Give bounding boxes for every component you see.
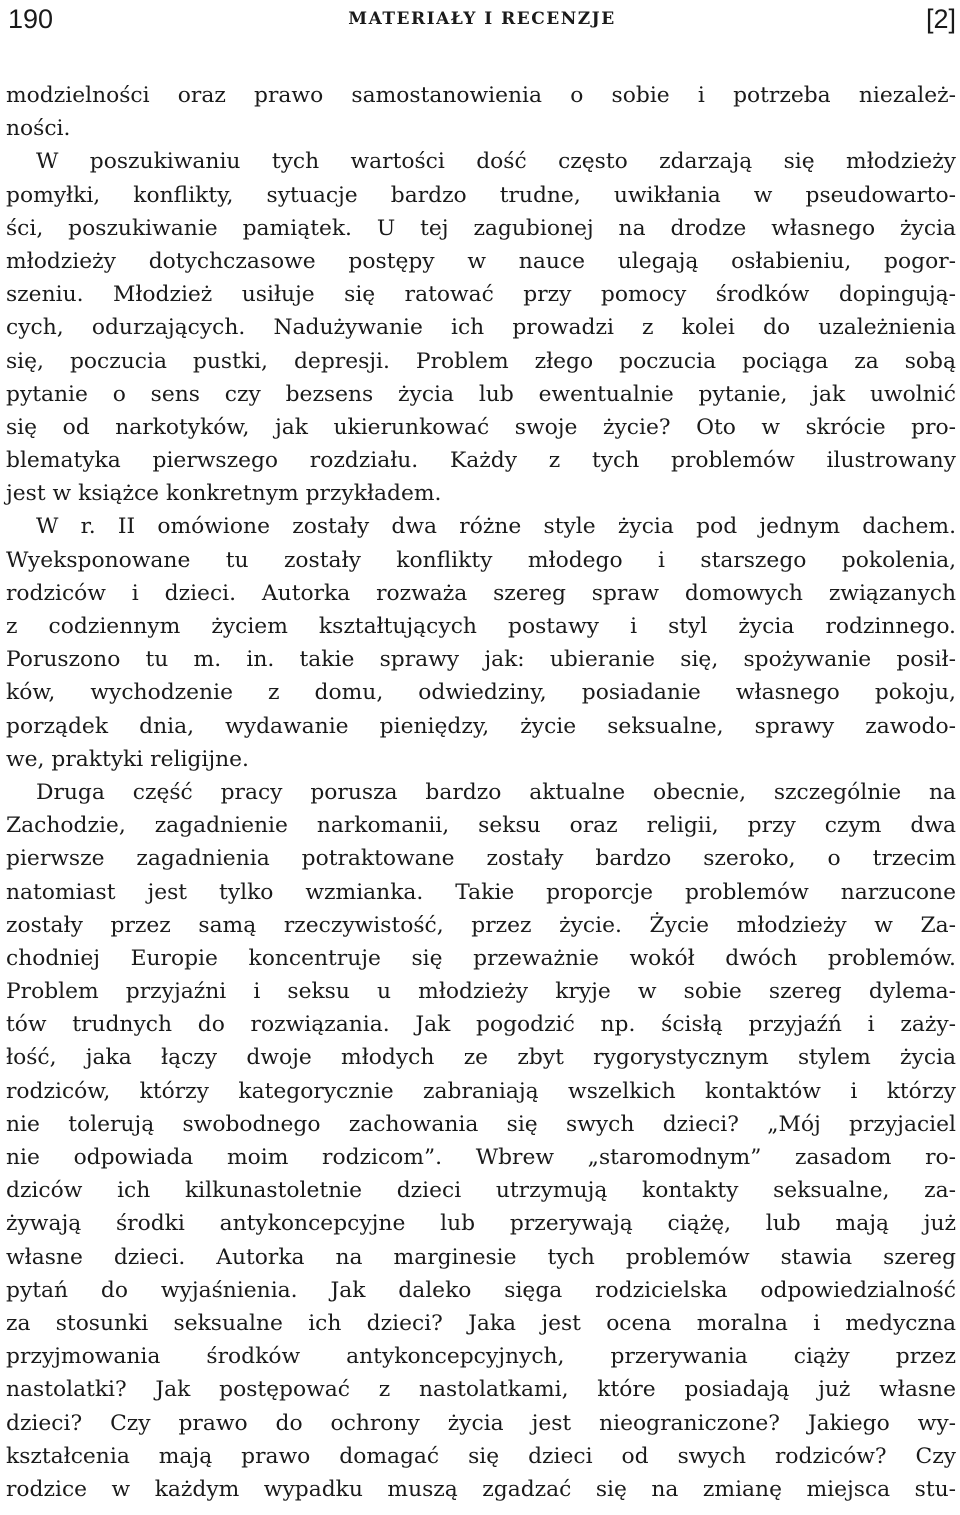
- text-line: pytań do wyjaśnienia. Jak daleko sięga rodzicielska odpowiedzialność: [6, 1277, 956, 1303]
- text-line: przyjmowania środków antykoncepcyjnych, przerywania ciąży przez: [6, 1344, 956, 1370]
- text-line: nie tolerują swobodnego zachowania się swych dzieci? „Mój przyjaciel: [6, 1111, 956, 1137]
- text-line: się od narkotyków, jak ukierunkować swoje życie? Oto w skrócie pro-: [6, 414, 956, 440]
- text-line: chodniej Europie koncentruje się przeważnie wokół dwóch problemów.: [6, 945, 956, 971]
- text-line: natomiast jest tylko wzmianka. Takie proporcje problemów narzucone: [6, 879, 956, 905]
- text-line: cych, odurzających. Nadużywanie ich prowadzi z kolei do uzależnienia: [6, 315, 956, 341]
- text-line: porządek dnia, wydawanie pieniędzy, życie seksualne, sprawy zawodo-: [6, 713, 956, 739]
- text-line: pierwsze zagadnienia potraktowane zostały bardzo szeroko, o trzecim: [6, 846, 956, 872]
- text-line: pomyłki, konflikty, sytuacje bardzo trudne, uwikłania w pseudowarto-: [6, 182, 956, 208]
- text-line: jest w książce konkretnym przykładem.: [6, 481, 442, 507]
- text-line: nastolatki? Jak postępować z nastolatkami, które posiadają już własne: [6, 1377, 956, 1403]
- text-line: dzieci? Czy prawo do ochrony życia jest nieograniczone? Jakiego wy-: [6, 1410, 956, 1436]
- text-line: Wyeksponowane tu zostały konflikty młodego i starszego pokolenia,: [6, 547, 956, 573]
- text-line: tów trudnych do rozwiązania. Jak pogodzić np. ścisłą przyjaźń i zaży-: [6, 1012, 956, 1038]
- text-line: Poruszono tu m. in. takie sprawy jak: ubieranie się, spożywanie posił-: [6, 647, 956, 673]
- text-line: rodziców i dzieci. Autorka rozważa szereg spraw domowych związanych: [6, 580, 956, 606]
- text-line: kształcenia mają prawo domagać się dzieci od swych rodziców? Czy: [6, 1443, 956, 1469]
- text-line: Druga część pracy porusza bardzo aktualne obecnie, szczególnie na: [36, 779, 956, 805]
- text-line: dziców ich kilkunastoletnie dzieci utrzymują kontakty seksualne, za-: [6, 1178, 956, 1204]
- text-line: łość, jaka łączy dwoje młodych ze zbyt rygorystycznym stylem życia: [6, 1045, 956, 1071]
- text-line: Problem przyjaźni i seksu u młodzieży kryje w sobie szereg dylema-: [6, 979, 956, 1005]
- text-line: modzielności oraz prawo samostanowienia o sobie i potrzeba niezależ-: [6, 83, 956, 108]
- text-line: młodzieży dotychczasowe postępy w nauce ulegają osłabieniu, pogor-: [6, 248, 956, 274]
- text-line: zostały przez samą rzeczywistość, przez życie. Życie młodzieży w Za-: [6, 912, 956, 938]
- text-line: pytanie o sens czy bezsens życia lub ewentualnie pytanie, jak uwolnić: [6, 381, 956, 407]
- text-line: szeniu. Młodzież usiłuje się ratować przy pomocy środków dopingują-: [6, 282, 956, 308]
- text-line: W poszukiwaniu tych wartości dość często zdarzają się młodzieży: [36, 149, 956, 175]
- text-line: Zachodzie, zagadnienie narkomanii, seksu oraz religii, przy czym dwa: [6, 813, 956, 839]
- page-number: 190: [8, 4, 54, 34]
- section-marker: [2]: [925, 4, 956, 34]
- text-line: rodziców, którzy kategorycznie zabraniają wszelkich kontaktów i którzy: [6, 1078, 956, 1104]
- text-line: we, praktyki religijne.: [6, 746, 249, 772]
- text-line: się, poczucia pustki, depresji. Problem złego poczucia pociąga za sobą: [6, 348, 956, 374]
- text-line: własne dzieci. Autorka na marginesie tych problemów stawia szereg: [6, 1244, 956, 1270]
- text-line: z codziennym życiem kształtujących postawy i styl życia rodzinnego.: [6, 614, 956, 639]
- page-header: [8, 2, 956, 38]
- text-line: za stosunki seksualne ich dzieci? Jaka jest ocena moralna i medyczna: [6, 1310, 956, 1336]
- text-line: ności.: [6, 116, 71, 142]
- body-text: [6, 79, 956, 1506]
- text-line: ków, wychodzenie z domu, odwiedziny, posiadanie własnego pokoju,: [6, 680, 956, 706]
- text-line: W r. II omówione zostały dwa różne style życia pod jednym dachem.: [36, 514, 956, 540]
- text-line: blematyka pierwszego rozdziału. Każdy z tych problemów ilustrowany: [6, 448, 956, 474]
- text-line: ści, poszukiwanie pamiątek. U tej zagubionej na drodze własnego życia: [6, 215, 956, 241]
- running-title: MATERIAŁY I RECENZJE: [348, 9, 616, 29]
- text-line: rodzice w każdym wypadku muszą zgadzać się na zmianę miejsca stu-: [6, 1476, 956, 1502]
- text-line: żywają środki antykoncepcyjne lub przerywają ciążę, lub mają już: [6, 1211, 956, 1237]
- text-line: nie odpowiada moim rodzicom”. Wbrew „staromodnym” zasadom ro-: [6, 1145, 956, 1170]
